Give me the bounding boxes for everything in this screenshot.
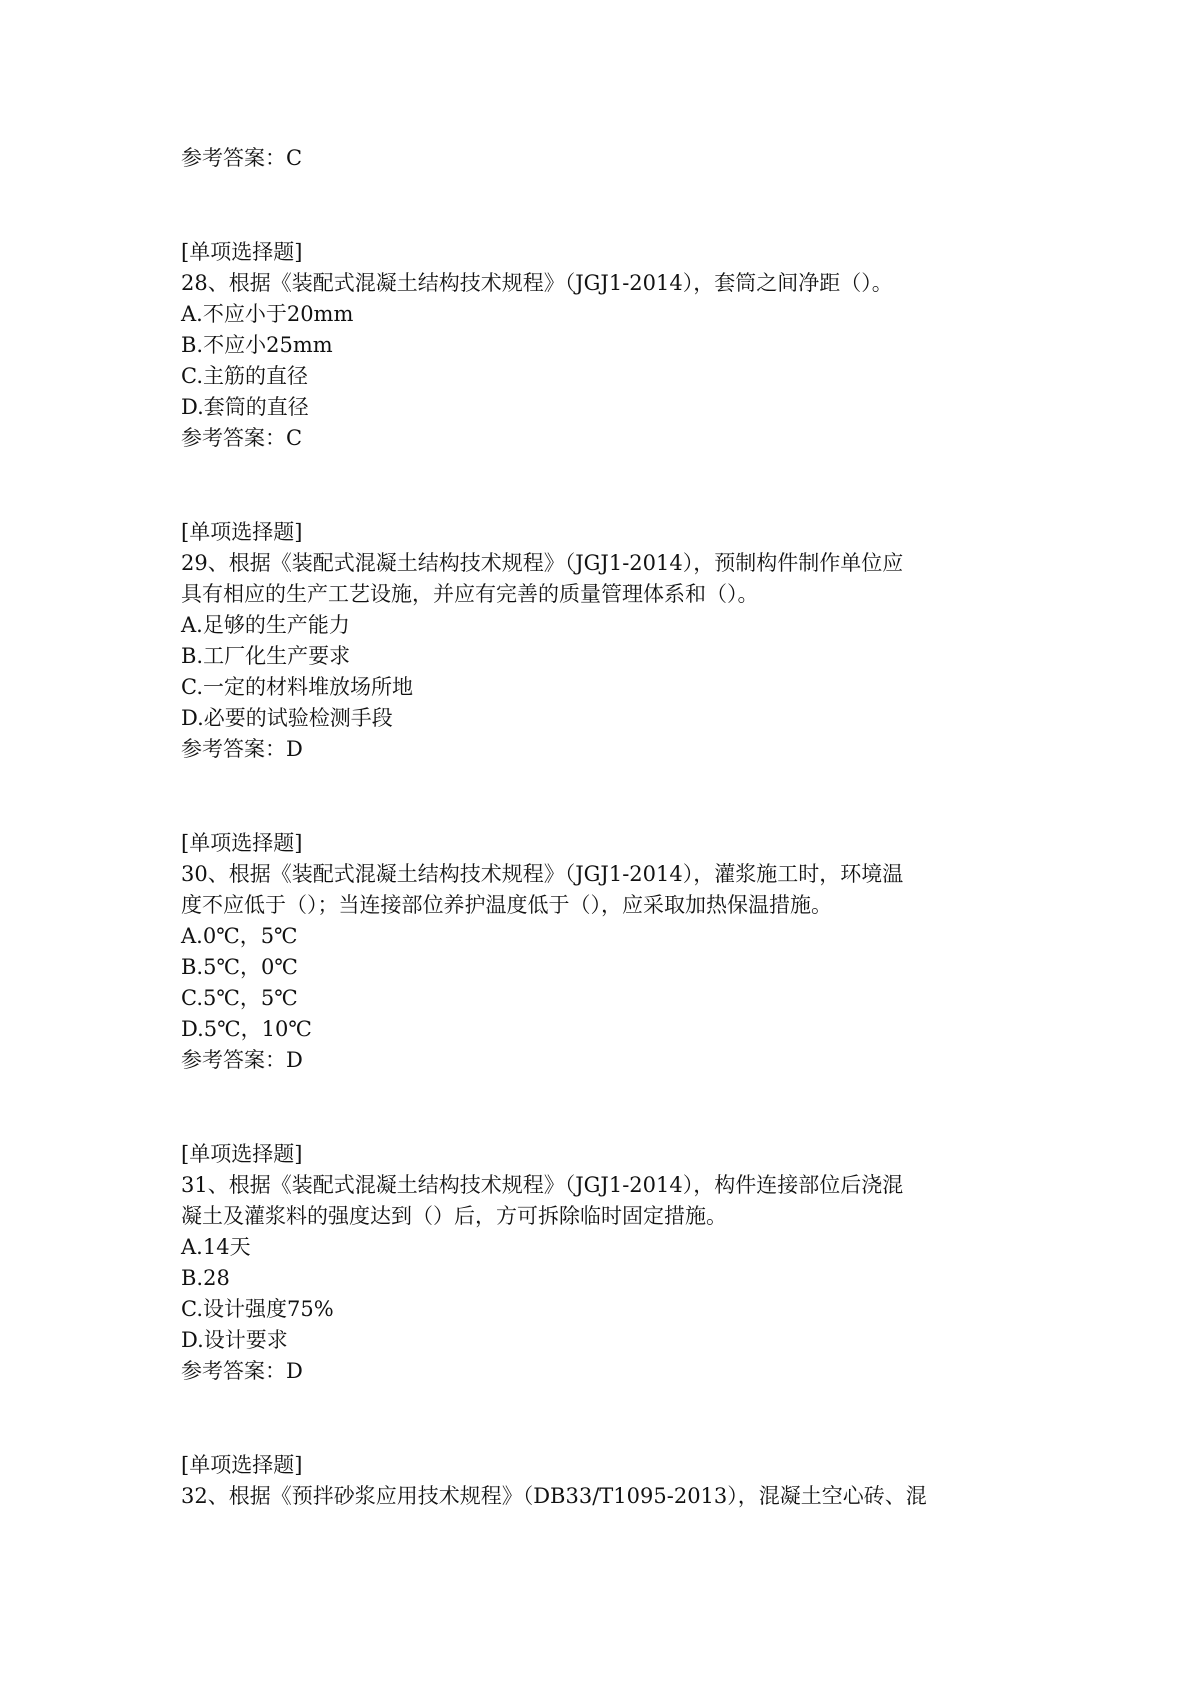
question-type: [单项选择题] <box>181 831 303 855</box>
question-type: [单项选择题] <box>181 520 303 544</box>
answer-line: 参考答案：C <box>181 146 303 170</box>
option-a: A.足够的生产能力 <box>181 613 350 637</box>
option-c: C.设计强度75% <box>181 1297 334 1321</box>
answer-line: 参考答案：D <box>181 737 303 761</box>
question-type: [单项选择题] <box>181 1453 303 1477</box>
option-c: C.主筋的直径 <box>181 364 308 388</box>
option-a: A.不应小于20mm <box>181 302 354 326</box>
question-stem: 28、根据《装配式混凝土结构技术规程》（JGJ1-2014），套筒之间净距（）。 <box>181 271 893 295</box>
option-b: B.工厂化生产要求 <box>181 644 351 668</box>
question-type: [单项选择题] <box>181 240 303 264</box>
option-b: B.5℃，0℃ <box>181 955 298 979</box>
option-d: D.套筒的直径 <box>181 395 309 419</box>
option-b: B.28 <box>181 1266 230 1290</box>
question-stem: 29、根据《装配式混凝土结构技术规程》（JGJ1-2014），预制构件制作单位应 <box>181 551 904 575</box>
option-c: C.一定的材料堆放场所地 <box>181 675 413 699</box>
option-d: D.5℃，10℃ <box>181 1017 312 1041</box>
question-stem: 31、根据《装配式混凝土结构技术规程》（JGJ1-2014），构件连接部位后浇混 <box>181 1173 904 1197</box>
option-d: D.必要的试验检测手段 <box>181 706 393 730</box>
answer-line: 参考答案：C <box>181 426 303 450</box>
option-c: C.5℃，5℃ <box>181 986 298 1010</box>
question-stem: 32、根据《预拌砂浆应用技术规程》（DB33/T1095-2013），混凝土空心砖、混 <box>181 1484 927 1508</box>
answer-line: 参考答案：D <box>181 1359 303 1383</box>
answer-line: 参考答案：D <box>181 1048 303 1072</box>
question-type: [单项选择题] <box>181 1142 303 1166</box>
option-b: B.不应小25mm <box>181 333 333 357</box>
option-a: A.0℃，5℃ <box>181 924 298 948</box>
question-stem: 度不应低于（）；当连接部位养护温度低于（），应采取加热保温措施。 <box>181 893 832 917</box>
question-stem: 30、根据《装配式混凝土结构技术规程》（JGJ1-2014），灌浆施工时，环境温 <box>181 862 904 886</box>
option-d: D.设计要求 <box>181 1328 288 1352</box>
question-stem: 具有相应的生产工艺设施，并应有完善的质量管理体系和（）。 <box>181 582 759 606</box>
option-a: A.14天 <box>181 1235 251 1259</box>
question-stem: 凝土及灌浆料的强度达到（）后，方可拆除临时固定措施。 <box>181 1204 727 1228</box>
